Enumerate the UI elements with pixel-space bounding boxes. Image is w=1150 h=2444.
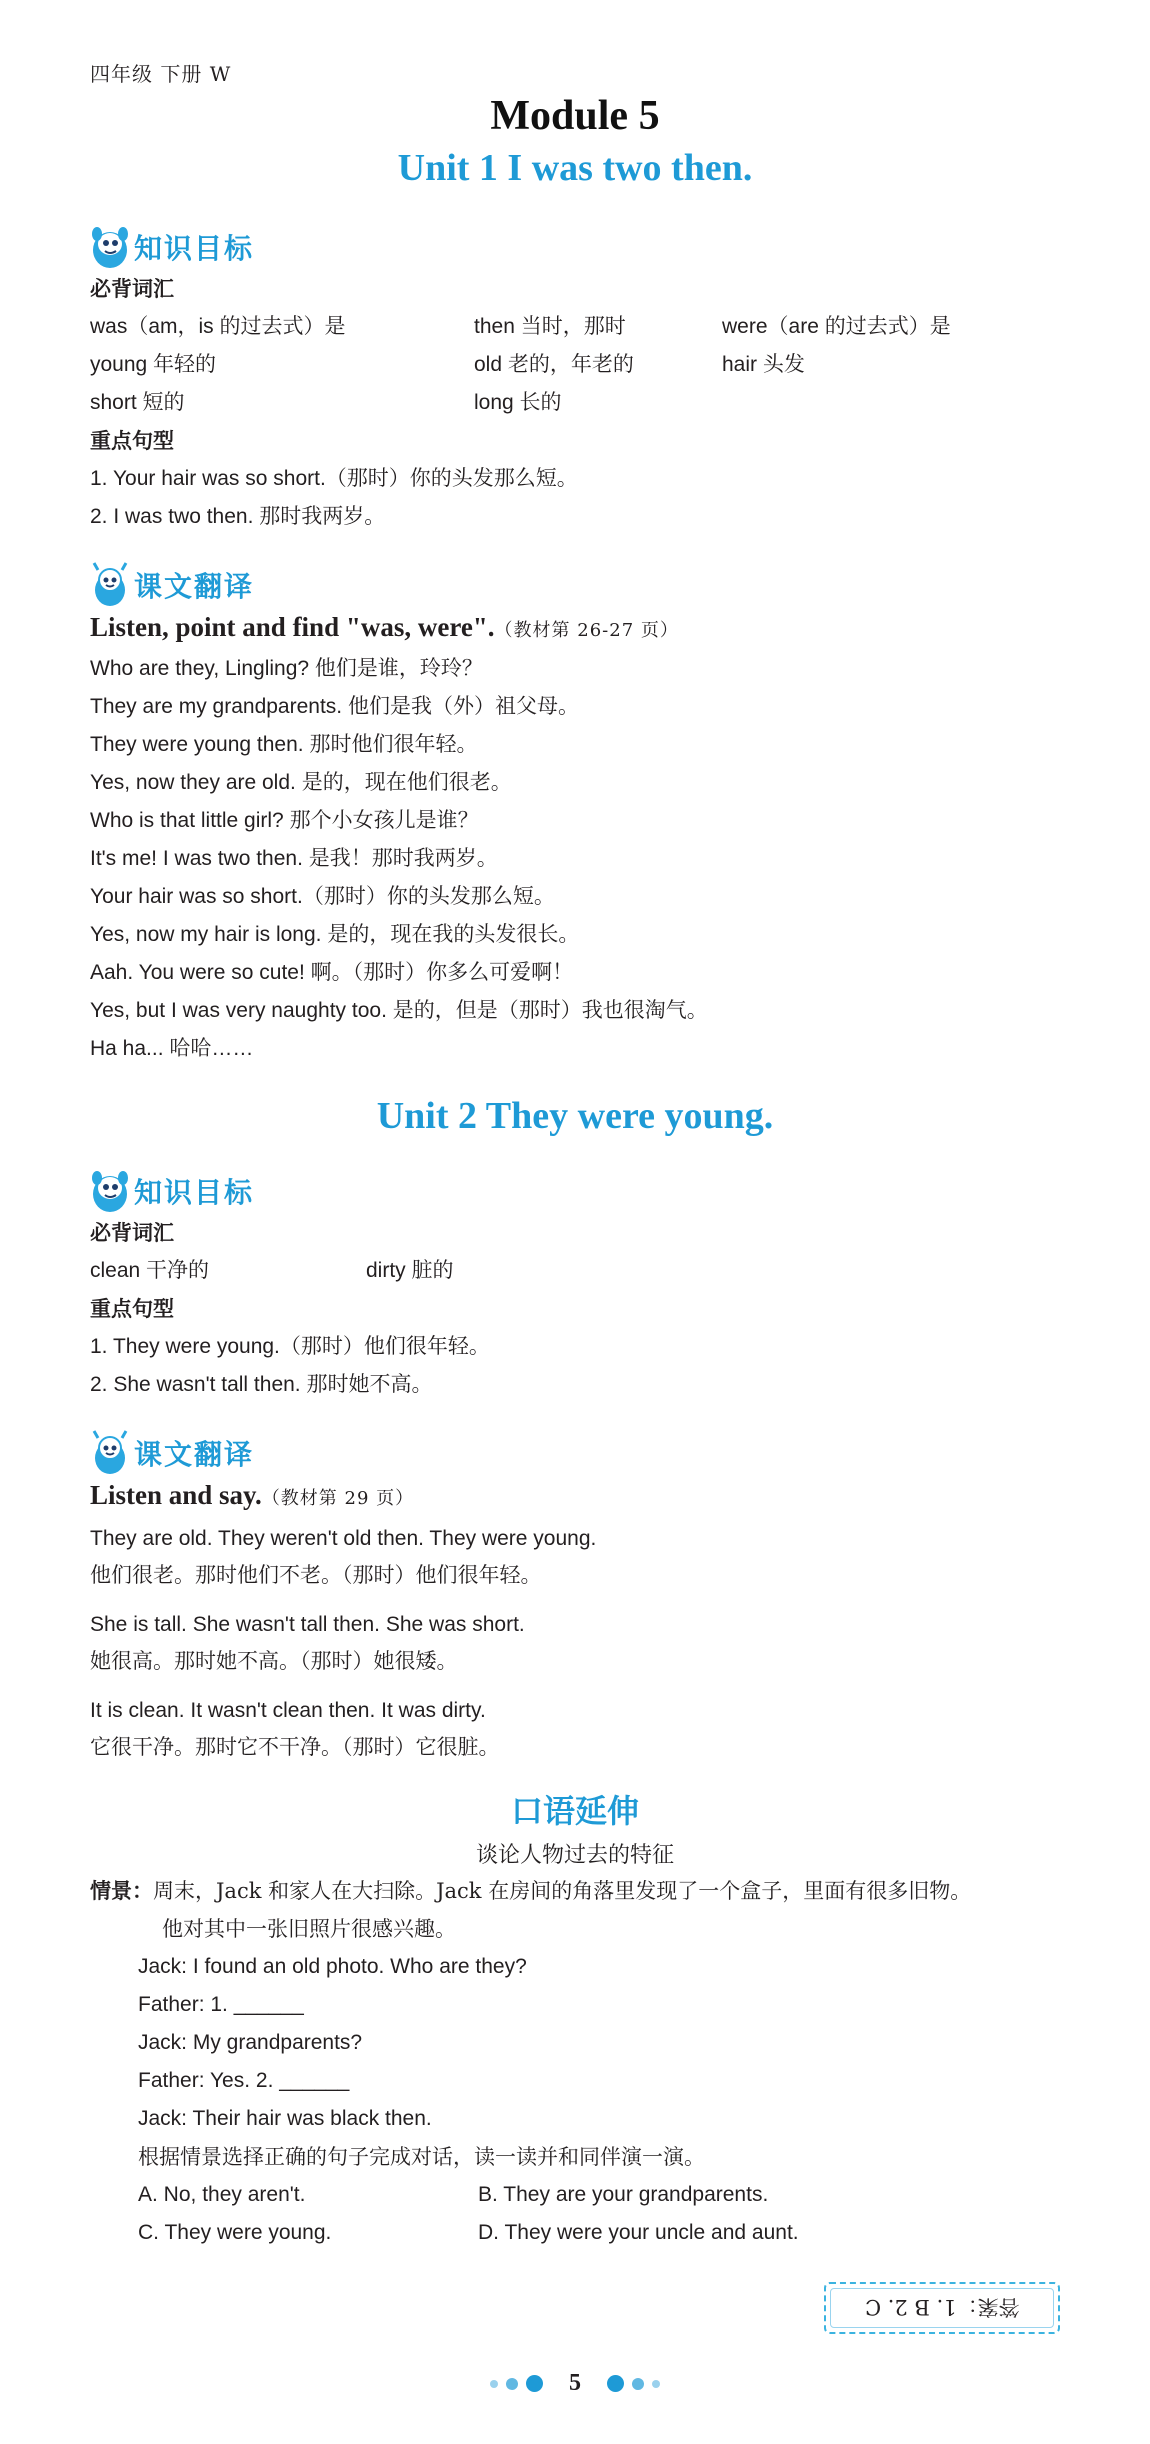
page-header: 四年级 下册 W xyxy=(90,62,232,86)
unit2-title: Unit 2 They were young. xyxy=(376,1095,774,1137)
dialogue-line: Father: Yes. 2. ______ xyxy=(138,2069,350,2092)
vocab-item: dirty 脏的 xyxy=(366,1259,454,1282)
unit1-sentence-heading: 重点句型 xyxy=(90,428,174,453)
english-line: She is tall. She wasn't tall then. She was short. xyxy=(90,1613,525,1636)
scene-text: 他对其中一张旧照片很感兴趣。 xyxy=(162,1917,456,1941)
dialogue-line: Aah. You were so cute! 啊。（那时）你多么可爱啊！ xyxy=(90,961,574,984)
oral-extension-title: 口语延伸 xyxy=(510,1792,639,1830)
option-d: D. They were your uncle and aunt. xyxy=(478,2221,799,2244)
textbook-reference: （教材第 29 页） xyxy=(261,1488,415,1509)
module-title: Module 5 xyxy=(490,93,660,139)
decor-dot-icon xyxy=(607,2375,624,2392)
vocab-item: then 当时，那时 xyxy=(474,315,626,338)
dialogue-line: Ha ha... 哈哈…… xyxy=(90,1037,254,1060)
dialogue-line: Yes, now they are old. 是的，现在他们很老。 xyxy=(90,771,512,794)
vocab-item: young 年轻的 xyxy=(90,353,217,376)
decor-dot-icon xyxy=(652,2380,660,2388)
dialogue-line: Jack: My grandparents? xyxy=(138,2031,363,2054)
vocab-item: clean 干净的 xyxy=(90,1259,210,1282)
english-line: They are old. They weren't old then. They were young. xyxy=(90,1527,597,1550)
listen-title: Listen and say. xyxy=(90,1480,262,1510)
textbook-reference: （教材第 26-27 页） xyxy=(494,620,679,641)
unit2-listen-heading xyxy=(90,1480,414,1514)
mascot-icon xyxy=(88,1428,132,1478)
unit2-knowledge-heading xyxy=(88,1166,254,1216)
unit2-translation-heading xyxy=(88,1428,254,1478)
mascot-icon xyxy=(88,1166,132,1216)
dialogue-line: Who are they, Lingling? 他们是谁，玲玲？ xyxy=(90,657,483,680)
english-line: It is clean. It wasn't clean then. It was dirty. xyxy=(90,1699,486,1722)
dialogue-line: They were young then. 那时他们很年轻。 xyxy=(90,733,478,756)
unit1-knowledge-heading xyxy=(88,222,254,272)
scene-label: 情景： xyxy=(90,1878,153,1903)
unit1-listen-heading xyxy=(90,612,679,646)
scene-text: 周末，Jack 和家人在大扫除。Jack 在房间的角落里发现了一个盒子，里面有很多旧物。 xyxy=(153,1879,972,1903)
unit1-vocab-heading: 必背词汇 xyxy=(90,276,174,301)
vocab-item: were（are 的过去式）是 xyxy=(722,315,951,338)
page-footer xyxy=(0,2370,1150,2397)
dialogue-line: Your hair was so short.（那时）你的头发那么短。 xyxy=(90,885,555,908)
dialogue-line: It's me! I was two then. 是我！那时我两岁。 xyxy=(90,847,498,870)
vocab-item: long 长的 xyxy=(474,391,562,414)
translation-label: 课文翻译 xyxy=(134,1438,255,1471)
vocab-item: old 老的，年老的 xyxy=(474,353,634,376)
unit1-title: Unit 1 I was two then. xyxy=(397,147,753,189)
page-number: 5 xyxy=(569,2370,581,2396)
exercise-instruction: 根据情景选择正确的句子完成对话，读一读并和同伴演一演。 xyxy=(138,2145,705,2169)
dialogue-line: Who is that little girl? 那个小女孩儿是谁？ xyxy=(90,809,479,832)
scene-description xyxy=(90,1876,971,1906)
option-c: C. They were young. xyxy=(138,2221,332,2244)
chinese-line: 它很干净。那时它不干净。（那时）它很脏。 xyxy=(90,1735,500,1759)
unit1-translation-heading xyxy=(88,560,254,610)
vocab-item: was（am，is 的过去式）是 xyxy=(90,315,346,338)
decor-dot-icon xyxy=(526,2375,543,2392)
chinese-line: 她很高。那时她不高。（那时）她很矮。 xyxy=(90,1649,458,1673)
listen-title: Listen, point and find "was, were". xyxy=(90,612,495,642)
decor-dot-icon xyxy=(632,2378,644,2390)
translation-label: 课文翻译 xyxy=(134,570,255,603)
unit2-sentence-heading: 重点句型 xyxy=(90,1296,174,1321)
dialogue-line: Jack: Their hair was black then. xyxy=(138,2107,432,2130)
answer-box xyxy=(824,2282,1060,2334)
option-a: A. No, they aren't. xyxy=(138,2183,306,2206)
key-sentence: 1. Your hair was so short.（那时）你的头发那么短。 xyxy=(90,467,578,490)
knowledge-label: 知识目标 xyxy=(134,232,255,265)
vocab-item: short 短的 xyxy=(90,391,185,414)
decor-dot-icon xyxy=(490,2380,498,2388)
dialogue-line: Jack: I found an old photo. Who are they? xyxy=(138,1955,527,1978)
dialogue-line: Yes, now my hair is long. 是的，现在我的头发很长。 xyxy=(90,923,580,946)
option-b: B. They are your grandparents. xyxy=(478,2183,769,2206)
answer-text: 答案：1. B 2. C xyxy=(864,2295,1020,2319)
chinese-line: 他们很老。那时他们不老。（那时）他们很年轻。 xyxy=(90,1563,542,1587)
unit2-vocab-heading: 必背词汇 xyxy=(90,1220,174,1245)
oral-extension-subtitle: 谈论人物过去的特征 xyxy=(475,1843,674,1868)
mascot-icon xyxy=(88,222,132,272)
key-sentence: 1. They were young.（那时）他们很年轻。 xyxy=(90,1335,490,1358)
dialogue-line: Yes, but I was very naughty too. 是的，但是（那时）我也很淘气。 xyxy=(90,999,708,1022)
key-sentence: 2. She wasn't tall then. 那时她不高。 xyxy=(90,1373,433,1396)
decor-dot-icon xyxy=(506,2378,518,2390)
key-sentence: 2. I was two then. 那时我两岁。 xyxy=(90,505,386,528)
vocab-item: hair 头发 xyxy=(722,353,805,376)
dialogue-line: Father: 1. ______ xyxy=(138,1993,304,2016)
knowledge-label: 知识目标 xyxy=(134,1176,255,1209)
dialogue-line: They are my grandparents. 他们是我（外）祖父母。 xyxy=(90,695,579,718)
mascot-icon xyxy=(88,560,132,610)
